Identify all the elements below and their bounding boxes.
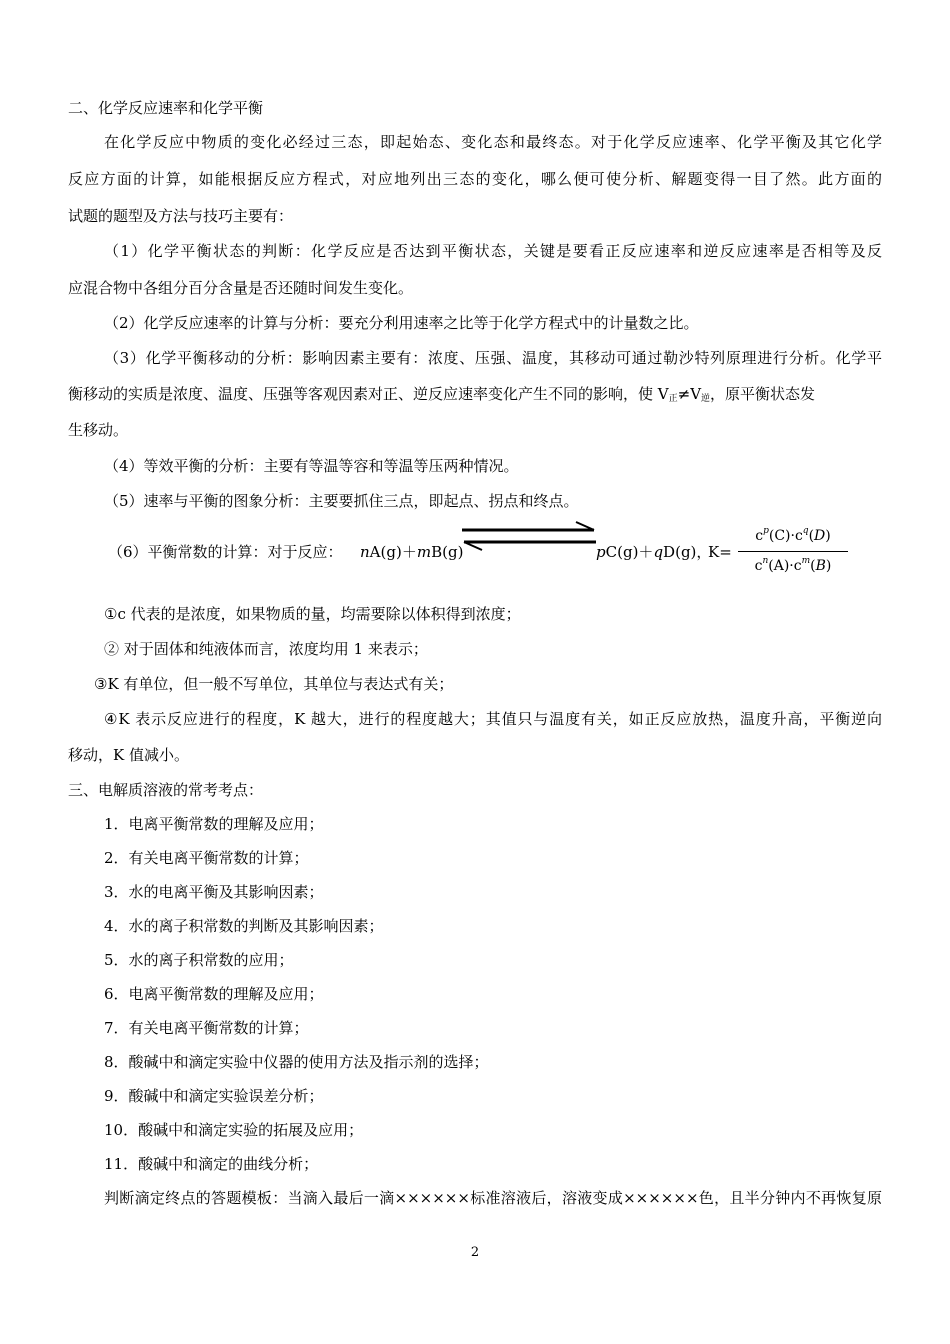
- intro-paragraph-line: 试题的题型及方法与技巧主要有：: [68, 207, 294, 225]
- item-equilibrium-state: （1）化学平衡状态的判断：化学反应是否达到平衡状态，关键是要看正反应速率和逆反应速率是否相等及反: [104, 242, 882, 260]
- list-item: 7．有关电离平衡常数的计算；: [104, 1019, 309, 1037]
- k-numerator: $c^p(C)\cdot c^q(D)$: [755, 526, 831, 544]
- subscript-reverse: 逆: [701, 394, 711, 404]
- intro-paragraph-line: 在化学反应中物质的变化必经过三态，即起始态、变化态和最终态。对于化学反应速率、化学平衡及其它化学: [104, 133, 882, 151]
- equation-lead: （6）平衡常数的计算：对于反应：: [108, 543, 343, 561]
- item-rate-calculation: （2）化学反应速率的计算与分析：要充分利用速率之比等于化学方程式中的计量数之比。: [104, 314, 699, 332]
- item-equilibrium-shift-end: 生移动。: [68, 421, 129, 439]
- item-graph-analysis: （5）速率与平衡的图象分析：主要要抓住三点，即起点、拐点和终点。: [104, 492, 579, 510]
- section-heading-equilibrium: 二、化学反应速率和化学平衡: [68, 99, 264, 117]
- k-denominator: $c^n(A)\cdot c^m(B)$: [754, 556, 832, 574]
- k-expression-fraction: [738, 524, 848, 578]
- fraction-bar: [738, 551, 848, 552]
- list-item: 8．酸碱中和滴定实验中仪器的使用方法及指示剂的选择；: [104, 1053, 489, 1071]
- page-number: 2: [470, 1245, 480, 1260]
- list-item: 10．酸碱中和滴定实验的拓展及应用；: [104, 1121, 364, 1139]
- note-item: ② 对于固体和纯液体而言，浓度均用 1 来表示；: [104, 640, 428, 658]
- note-item: ④K 表示反应进行的程度，K 越大，进行的程度越大；其值只与温度有关，如正反应放热，温度升高，平衡逆向: [104, 710, 882, 728]
- note-item-cont: 移动，K 值减小。: [68, 746, 189, 764]
- list-item: 11．酸碱中和滴定的曲线分析；: [104, 1155, 319, 1173]
- equilibrium-constant-equation: [108, 520, 848, 584]
- list-item: 5．水的离子积常数的应用；: [104, 951, 294, 969]
- equation-k-label: K=: [708, 543, 732, 561]
- equation-reactants: nA(g)＋mB(g): [360, 543, 464, 561]
- section-heading-electrolyte: 三、电解质溶液的常考考点：: [68, 781, 264, 799]
- equation-products: pC(g)＋qD(g)，: [596, 543, 712, 561]
- item-equilibrium-state-cont: 应混合物中各组分百分含量是否还随时间发生变化。: [68, 279, 414, 297]
- note-item: ①c 代表的是浓度，如果物质的量，均需要除以体积得到浓度；: [104, 605, 521, 623]
- list-item: 9．酸碱中和滴定实验误差分析；: [104, 1087, 324, 1105]
- reversible-arrow-icon: [460, 520, 598, 560]
- list-item: 2．有关电离平衡常数的计算；: [104, 849, 309, 867]
- list-item: 6．电离平衡常数的理解及应用；: [104, 985, 324, 1003]
- item-equilibrium-shift: （3）化学平衡移动的分析：影响因素主要有：浓度、压强、温度，其移动可通过勒沙特列原理进行分析。化学平: [104, 349, 882, 367]
- list-item: 4．水的离子积常数的判断及其影响因素；: [104, 917, 384, 935]
- list-item: 3．水的电离平衡及其影响因素；: [104, 883, 324, 901]
- note-item: ③K 有单位，但一般不写单位，其单位与表达式有关；: [94, 675, 454, 693]
- item-equivalent-equilibrium: （4）等效平衡的分析：主要有等温等容和等温等压两种情况。: [104, 457, 519, 475]
- intro-paragraph-line: 反应方面的计算，如能根据反应方程式，对应地列出三态的变化，哪么便可使分析、解题变得一目了然。此方面的: [68, 170, 882, 188]
- item-equilibrium-shift-cont: 衡移动的实质是浓度、温度、压强等客观因素对正、逆反应速率变化产生不同的影响，使 $V_正\ne V_逆$，原平衡状态发: [68, 385, 816, 404]
- subscript-forward: 正: [668, 394, 678, 404]
- titration-endpoint-template: 判断滴定终点的答题模板：当滴入最后一滴××××××标准溶液后，溶液变成××××××色，且半分钟内不再恢复原: [104, 1189, 882, 1207]
- list-item: 1．电离平衡常数的理解及应用；: [104, 815, 324, 833]
